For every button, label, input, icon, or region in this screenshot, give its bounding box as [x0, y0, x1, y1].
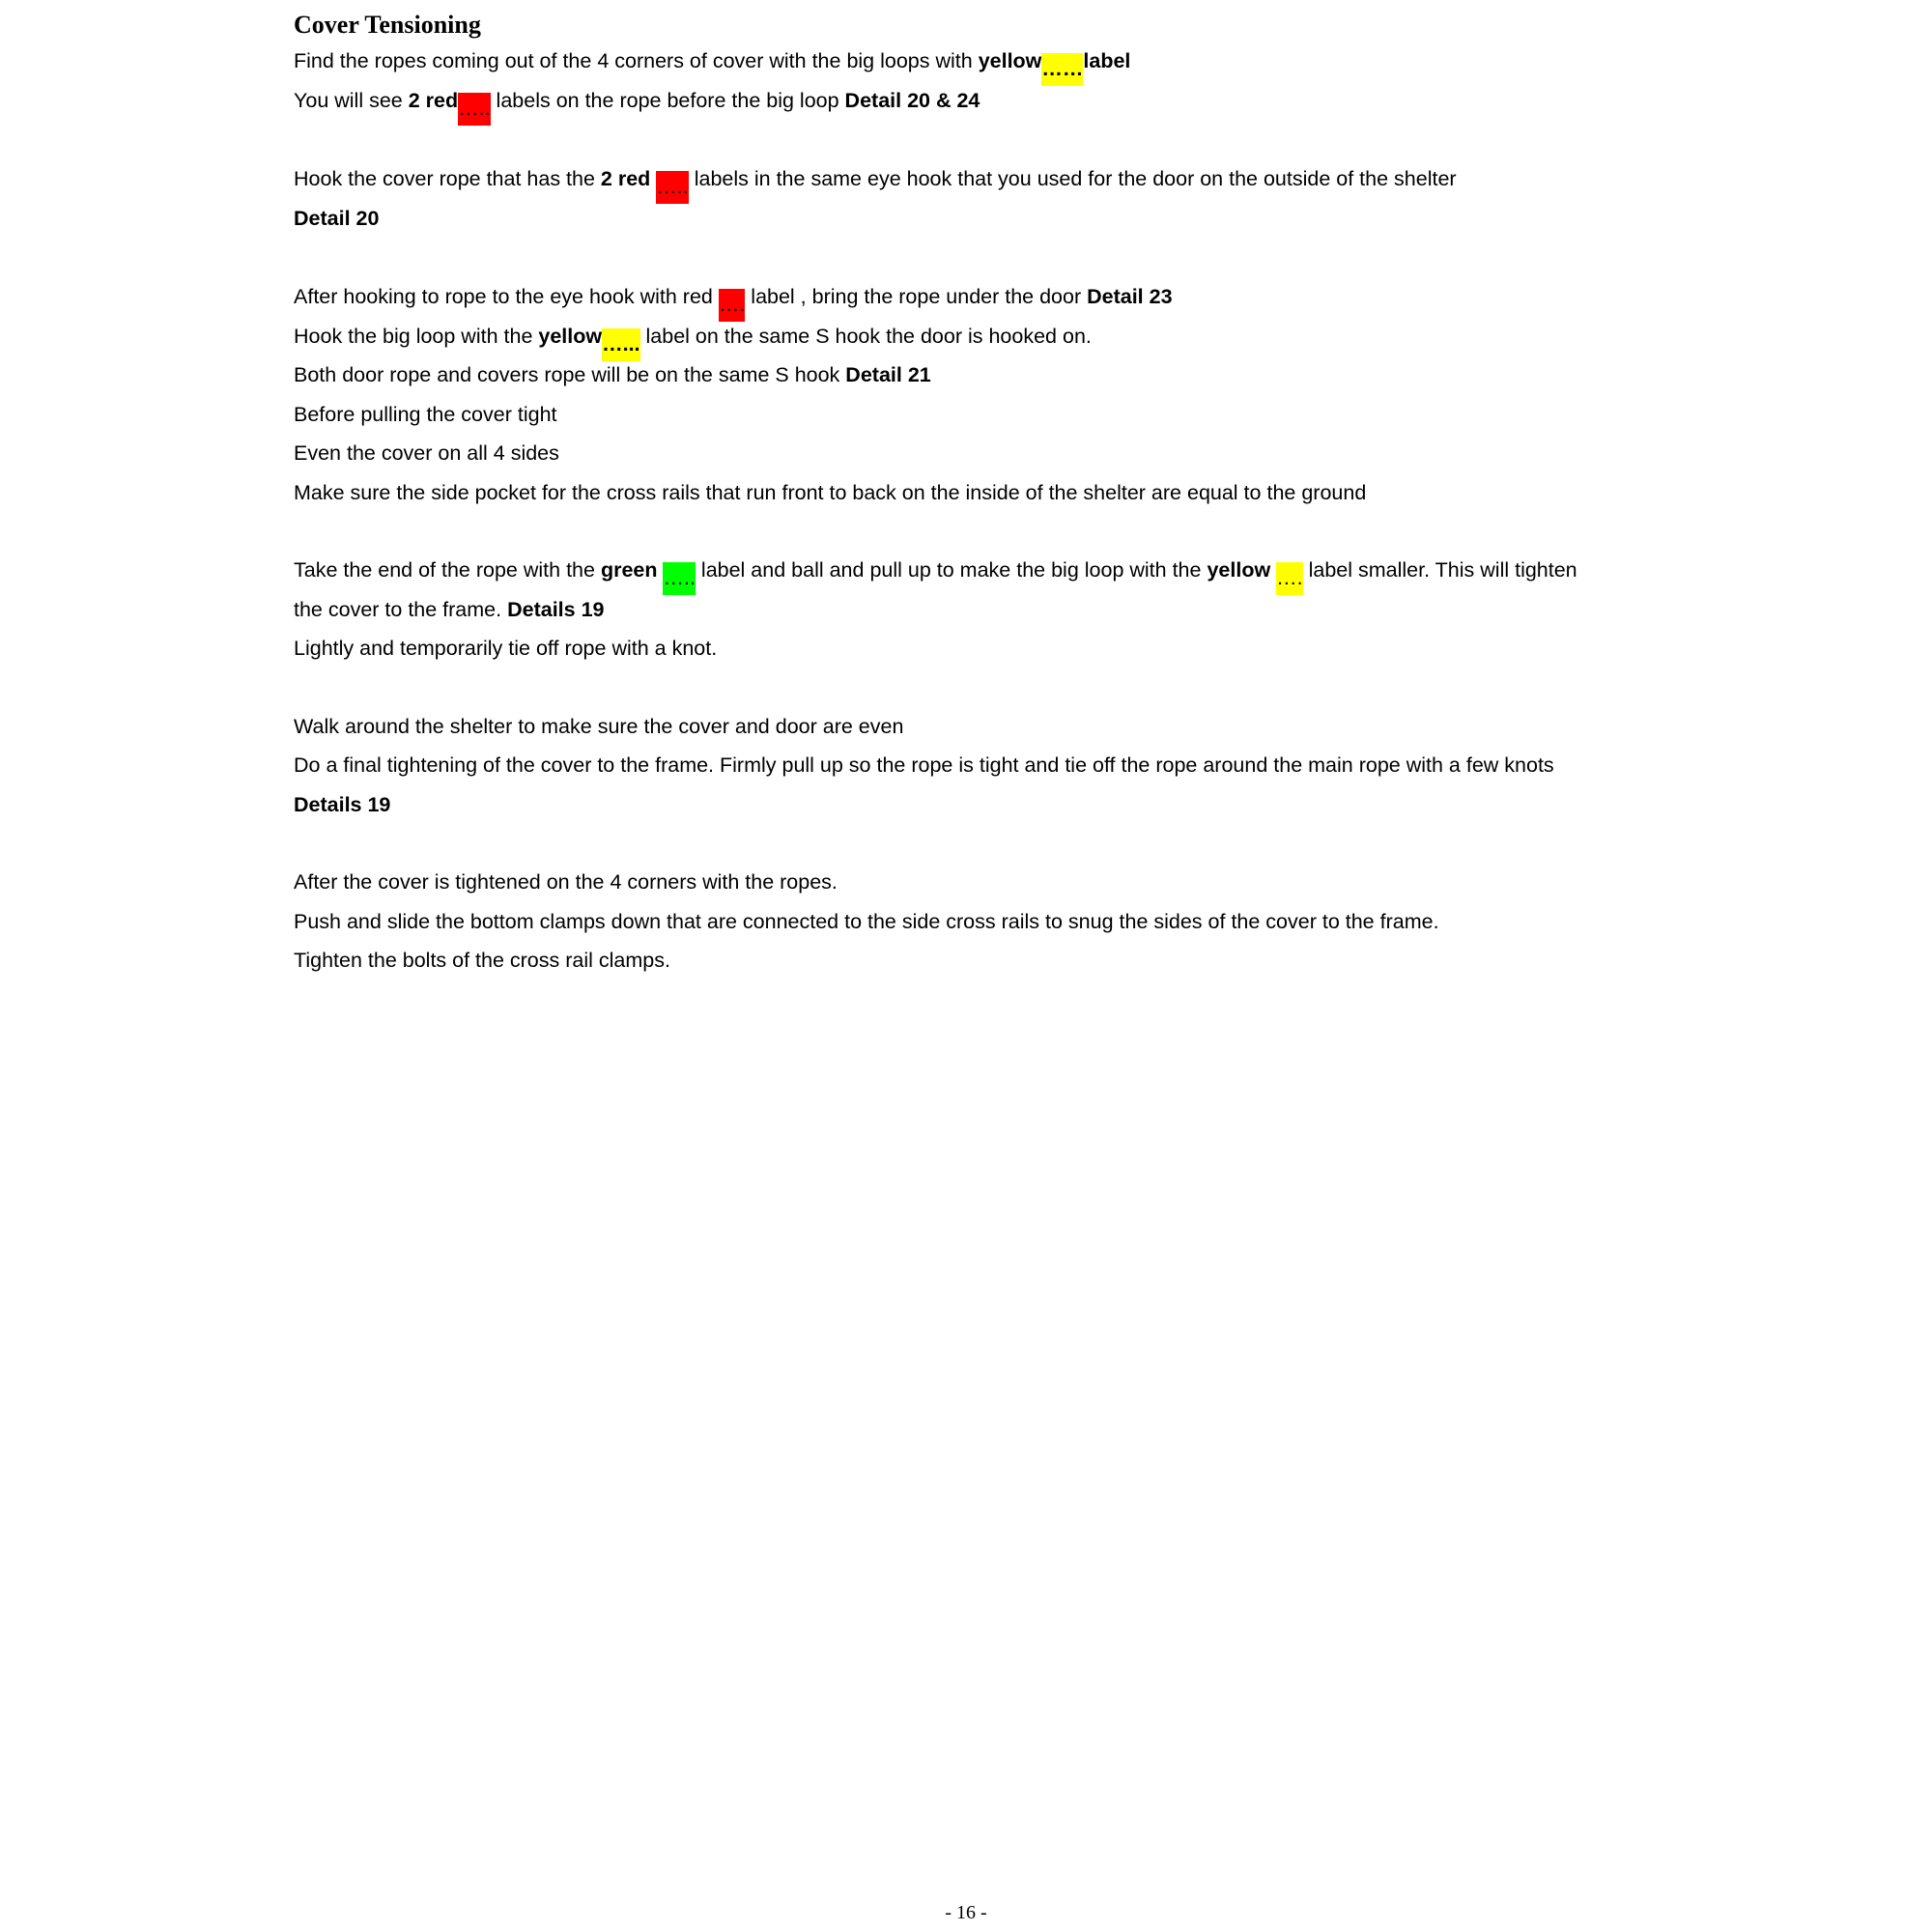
instruction-text: Tighten the bolts of the cross rail clamps. — [294, 949, 670, 972]
yellow-label-swatch: …... — [602, 328, 639, 361]
instruction-text: Make sure the side pocket for the cross rails that run front to back on the inside of the shelter are equal to the ground — [294, 481, 1367, 504]
instruction-text: the cover to the frame. — [294, 598, 508, 621]
instruction-text: You will see — [294, 89, 409, 112]
detail-reference: Details 19 — [507, 598, 605, 621]
instruction-line-6 — [294, 321, 1092, 361]
instruction-text: Take the end of the rope with the — [294, 558, 601, 582]
color-name-green: green — [600, 558, 658, 582]
instruction-line-8 — [294, 399, 557, 430]
instruction-line-17 — [294, 867, 838, 897]
instruction-text: Both door rope and covers rope will be on the same S hook — [294, 363, 846, 386]
section-heading: Cover Tensioning — [294, 11, 481, 39]
red-label-swatch: ….. — [458, 93, 490, 126]
instruction-text: Before pulling the cover tight — [294, 403, 557, 426]
detail-reference: Details 19 — [294, 793, 391, 816]
detail-reference: Detail 21 — [845, 363, 931, 386]
instruction-line-9 — [294, 438, 559, 469]
instruction-text-bold: label — [1083, 49, 1131, 72]
instruction-line-7 — [294, 359, 931, 390]
color-name-yellow: yellow — [538, 325, 603, 348]
page-number: - 16 - — [945, 1902, 987, 1923]
instruction-line-1 — [294, 45, 1130, 86]
instruction-line-15 — [294, 750, 1554, 781]
instruction-text: label and ball and pull up to make the big loop with the — [695, 558, 1208, 582]
instruction-text: labels in the same eye hook that you used for the door on the outside of the shelter — [688, 167, 1457, 190]
instruction-line-3 — [294, 163, 1457, 204]
instruction-text: Do a final tightening of the cover to the frame. Firmly pull up so the rope is tight and tie off the rope around the main rope with a few knots — [294, 753, 1554, 777]
instruction-text: label , bring the rope under the door — [745, 285, 1088, 308]
instruction-line-16 — [294, 789, 390, 820]
instruction-text: Hook the cover rope that has the — [294, 167, 601, 190]
instruction-text: After hooking to rope to the eye hook with red — [294, 285, 719, 308]
color-name-red: 2 red — [408, 89, 459, 112]
yellow-label-swatch: …. — [1276, 562, 1302, 595]
instruction-line-13 — [294, 633, 717, 664]
red-label-swatch: ….. — [656, 171, 688, 204]
detail-reference: Detail 23 — [1087, 285, 1173, 308]
instruction-line-18 — [294, 906, 1439, 937]
instruction-line-19 — [294, 945, 670, 976]
instruction-text: Find the ropes coming out of the 4 corners of cover with the big loops with — [294, 49, 979, 72]
instruction-text: label on the same S hook the door is hooked on. — [639, 325, 1092, 348]
yellow-label-swatch: …… — [1041, 53, 1083, 86]
red-label-swatch: …. — [719, 289, 745, 322]
instruction-line-2 — [294, 85, 980, 126]
instruction-text: Even the cover on all 4 sides — [294, 441, 559, 465]
color-name-red: 2 red — [600, 167, 651, 190]
instruction-text: Hook the big loop with the — [294, 325, 539, 348]
instruction-text: label smaller. This will tighten — [1302, 558, 1577, 582]
instruction-text: Walk around the shelter to make sure the cover and door are even — [294, 715, 904, 738]
instruction-text: Lightly and temporarily tie off rope with a knot. — [294, 637, 718, 660]
instruction-line-4 — [294, 203, 379, 234]
instruction-line-11 — [294, 554, 1577, 595]
color-name-yellow: yellow — [978, 49, 1042, 72]
instruction-line-10 — [294, 477, 1366, 508]
instruction-text: After the cover is tightened on the 4 corners with the ropes. — [294, 870, 838, 894]
instruction-line-5 — [294, 281, 1173, 322]
instruction-text: Push and slide the bottom clamps down that are connected to the side cross rails to snug the sides of the cover to the frame. — [294, 910, 1439, 933]
color-name-yellow: yellow — [1207, 558, 1271, 582]
detail-reference: Detail 20 — [294, 207, 380, 230]
instruction-line-14 — [294, 711, 903, 742]
instruction-line-12 — [294, 594, 605, 625]
green-label-swatch: ….. — [663, 562, 695, 595]
detail-reference: Detail 20 & 24 — [844, 89, 980, 112]
instruction-text: labels on the rope before the big loop — [490, 89, 845, 112]
